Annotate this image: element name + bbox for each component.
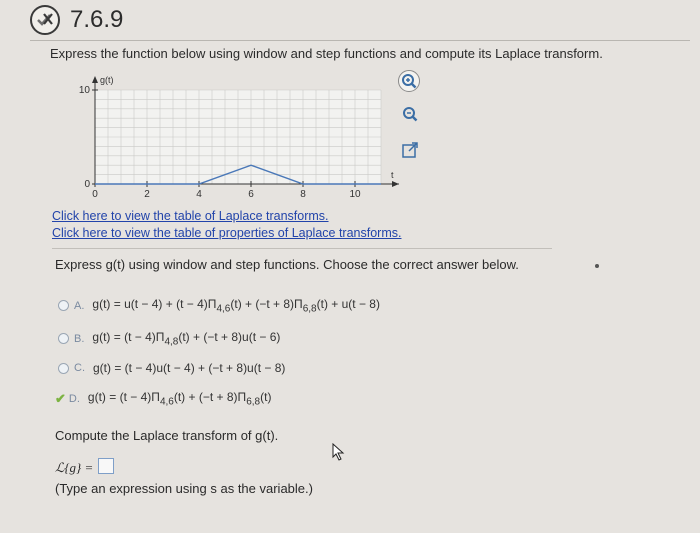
x-tick-label: 2 <box>144 189 150 200</box>
laplace-table-link[interactable]: Click here to view the table of Laplace transforms. <box>52 209 329 223</box>
option-letter: A. <box>74 299 85 312</box>
option-d[interactable] <box>55 390 271 407</box>
laplace-properties-link[interactable]: Click here to view the table of properties of Laplace transforms. <box>52 226 402 240</box>
section-divider <box>52 248 552 249</box>
compute-instruction: Compute the Laplace transform of g(t). <box>55 428 279 443</box>
radio-b[interactable] <box>58 333 69 344</box>
mouse-cursor-icon <box>332 443 346 461</box>
popout-icon[interactable] <box>400 140 420 165</box>
y-axis-label: g(t) <box>100 75 114 85</box>
partial-credit-icon <box>30 5 60 35</box>
option-text: $g(t) = (t - 4)\Pi_{4,8}(t) + (-t + 8)u(t - 6)$ <box>92 330 281 348</box>
option-letter: C. <box>74 362 85 374</box>
option-text: $g(t) = u(t - 4) + (t - 4)\Pi_{4,6}(t) + (-t + 8)\Pi_{6,8}(t) + u(t - 8)$ <box>92 297 380 315</box>
option-letter: D. <box>68 392 80 405</box>
x-tick-label: 6 <box>248 189 254 200</box>
y-tick-label: 0 <box>84 179 90 190</box>
zoom-in-icon[interactable] <box>398 70 420 92</box>
option-text: $g(t) = (t - 4)\Pi_{4,6}(t) + (-t + 8)\Pi_{6,8}(t)$ <box>87 390 272 408</box>
x-tick-label: 8 <box>300 189 306 200</box>
x-axis-arrow <box>392 181 399 187</box>
checkmark-icon: ✔ <box>55 390 66 406</box>
bullet-dot <box>595 264 599 268</box>
x-tick-label: 4 <box>196 189 202 200</box>
radio-a[interactable] <box>58 300 69 311</box>
y-tick-label: 10 <box>78 85 90 96</box>
page-title: 7.6.9 <box>70 6 124 33</box>
option-letter: B. <box>74 332 85 345</box>
zoom-icon[interactable] <box>400 104 420 129</box>
radio-c[interactable] <box>58 363 69 374</box>
function-graph <box>60 72 400 207</box>
x-axis-label: t <box>391 170 394 180</box>
option-b[interactable] <box>58 330 280 347</box>
input-hint: (Type an expression using s as the variable.) <box>55 481 313 496</box>
y-axis-arrow <box>92 76 98 83</box>
problem-prompt: Express the function below using window and step functions and compute its Laplace transform. <box>50 46 603 61</box>
x-tick-label: 0 <box>92 189 98 200</box>
laplace-answer-input[interactable] <box>98 458 114 474</box>
header-divider <box>30 40 690 41</box>
option-text: g(t) = (t − 4)u(t − 4) + (−t + 8)u(t − 8) <box>93 361 286 375</box>
option-a[interactable] <box>58 297 380 314</box>
x-tick-label: 10 <box>349 189 361 200</box>
option-c[interactable] <box>58 361 285 375</box>
question-text: Express g(t) using window and step functions. Choose the correct answer below. <box>55 257 519 272</box>
laplace-label: ℒ{g} = <box>55 460 94 475</box>
